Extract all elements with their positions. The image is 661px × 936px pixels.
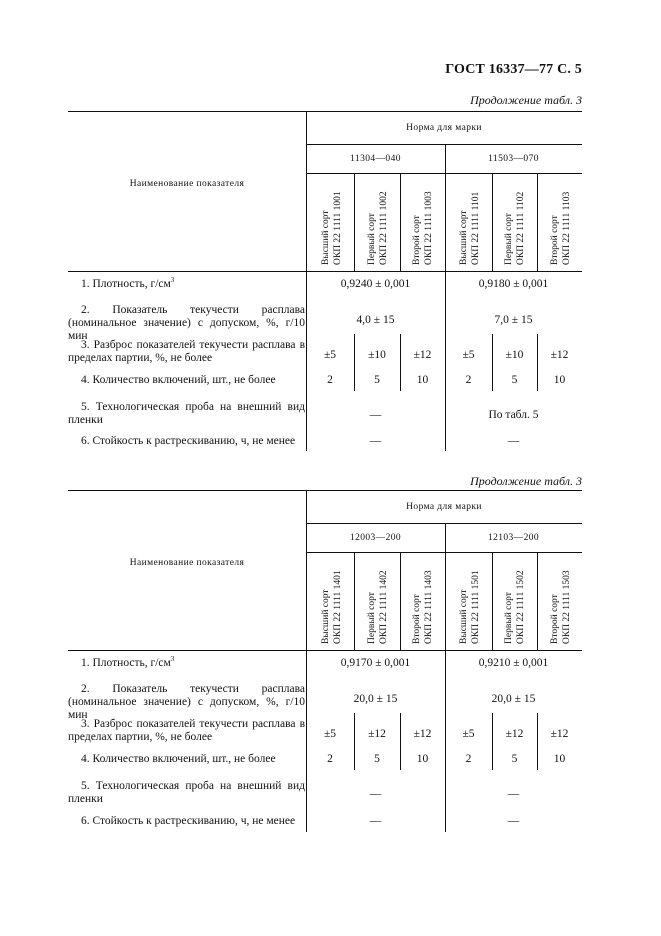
value-cell: 5 <box>511 374 518 386</box>
value-cell: 5 <box>374 753 380 765</box>
param-film-test: 5. Технологическая проба на внешний вид пленки <box>68 780 305 805</box>
continuation-label: Продолжение табл. 3 <box>470 474 582 488</box>
value-cell: ±5 <box>462 728 475 740</box>
grade-label: Второй сорт ОКП 22 1111 1103 <box>550 191 572 265</box>
grade-label: Высший сорт ОКП 22 1111 1101 <box>459 191 481 265</box>
value-cell: — <box>507 788 520 800</box>
param-density: 1. Плотность, $г/см^3$ <box>81 655 175 669</box>
value-cell: 10 <box>416 374 429 386</box>
value-cell: 10 <box>416 753 429 765</box>
grade-divider <box>537 552 538 650</box>
mark-name: 11304—040 <box>350 154 401 164</box>
value-cell: 10 <box>553 753 566 765</box>
value-cell: ±12 <box>368 728 386 740</box>
grade-divider <box>400 552 401 650</box>
table-top-rule <box>68 490 582 491</box>
grade-divider <box>492 552 493 650</box>
value-cell: ±12 <box>505 728 524 740</box>
grade-label: Высший сорт ОКП 22 1111 1001 <box>321 191 343 265</box>
value-cell: — <box>369 409 382 421</box>
param-spread: 3. Разброс показателей текучести расплава в пределах партии, %, не более <box>68 718 305 743</box>
table-2 <box>68 490 582 840</box>
value-cell: ±12 <box>550 728 569 740</box>
value-cell: 2 <box>327 753 333 765</box>
grade-label: Второй сорт ОКП 22 1111 1503 <box>550 570 572 644</box>
grade-label: Первый сорт ОКП 22 1111 1002 <box>367 191 389 265</box>
page-header: ГОСТ 16337—77 С. 5 <box>445 62 582 77</box>
value-cell: — <box>369 815 382 827</box>
param-cracking: 6. Стойкость к растрескиванию, ч, не менее <box>81 815 296 827</box>
value-cell: — <box>507 435 520 447</box>
value-cell: 2 <box>327 374 333 386</box>
param-melt-flow: 2. Показатель текучести расплава (номинальное значение) с допуском, %, г/10 мин <box>68 683 305 721</box>
grade-divider <box>400 173 401 271</box>
value-cell: ±12 <box>413 349 432 361</box>
grade-divider <box>354 552 355 650</box>
grade-label: Второй сорт ОКП 22 1111 1403 <box>412 570 434 644</box>
value-cell: — <box>369 435 382 447</box>
value-cell: ±12 <box>550 349 569 361</box>
grade-label: Первый сорт ОКП 22 1111 1102 <box>504 191 526 265</box>
table-header-rule <box>68 271 582 272</box>
value-cell: По табл. 5 <box>488 409 539 421</box>
mark-name: 12103—200 <box>487 533 540 543</box>
param-header: Наименование показателя <box>129 558 245 568</box>
grade-label: Первый сорт ОКП 22 1111 1402 <box>367 570 389 644</box>
param-density: 1. Плотность, $г/см^3$ <box>81 276 175 290</box>
param-film-test: 5. Технологическая проба на внешний вид пленки <box>68 401 305 426</box>
value-cell: — <box>369 788 382 800</box>
value-cell: ±5 <box>323 728 337 740</box>
norm-rule <box>306 144 582 145</box>
value-cell: 5 <box>511 753 518 765</box>
value-cell: 2 <box>465 374 472 386</box>
grade-label: Высший сорт ОКП 22 1111 1501 <box>459 570 481 644</box>
value-cell: 0,9170 ± 0,001 <box>340 657 411 669</box>
norm-header: Норма для марки <box>406 502 482 512</box>
value-cell: — <box>507 815 520 827</box>
grade-label: Второй сорт ОКП 22 1111 1003 <box>412 191 434 265</box>
mark-divider <box>445 523 446 832</box>
value-cell: 0,9180 ± 0,001 <box>478 278 549 290</box>
value-cell: 4,0 ± 15 <box>356 314 395 326</box>
table-1 <box>68 111 582 461</box>
table-header-rule <box>68 650 582 651</box>
param-cracking: 6. Стойкость к растрескиванию, ч, не менее <box>81 435 296 447</box>
grade-label: Высший сорт ОКП 22 1111 1401 <box>321 570 343 644</box>
value-cell: 0,9240 ± 0,001 <box>340 278 411 290</box>
grade-divider <box>492 173 493 271</box>
grade-label: Первый сорт ОКП 22 1111 1502 <box>504 570 526 644</box>
mark-rule <box>306 173 582 174</box>
value-cell: 0,9210 ± 0,001 <box>478 657 549 669</box>
param-header: Наименование показателя <box>129 179 245 189</box>
value-cell: 2 <box>465 753 472 765</box>
mark-name: 11503—070 <box>488 154 539 164</box>
param-spread: 3. Разброс показателей текучести расплава в пределах партии, %, не более <box>68 339 305 364</box>
param-inclusions: 4. Количество включений, шт., не более <box>81 753 276 765</box>
param-melt-flow: 2. Показатель текучести расплава (номинальное значение) с допуском, %, г/10 мин <box>68 304 305 342</box>
value-cell: ±10 <box>505 349 524 361</box>
param-inclusions: 4. Количество включений, шт., не более <box>81 374 276 386</box>
mark-rule <box>306 552 582 553</box>
mark-name: 12003—200 <box>349 533 402 543</box>
table-top-rule <box>68 111 582 112</box>
grade-divider <box>354 173 355 271</box>
mark-divider <box>445 144 446 451</box>
continuation-label: Продолжение табл. 3 <box>470 93 582 107</box>
value-cell: ±12 <box>413 728 432 740</box>
value-cell: 5 <box>374 374 380 386</box>
value-cell: 20,0 ± 15 <box>353 693 398 705</box>
value-cell: 10 <box>553 374 566 386</box>
norm-header: Норма для марки <box>406 123 482 133</box>
grade-divider <box>537 173 538 271</box>
value-cell: ±5 <box>323 349 337 361</box>
value-cell: 7,0 ± 15 <box>494 314 533 326</box>
value-cell: 20,0 ± 15 <box>491 693 536 705</box>
norm-rule <box>306 523 582 524</box>
value-cell: ±10 <box>368 349 386 361</box>
value-cell: ±5 <box>462 349 475 361</box>
